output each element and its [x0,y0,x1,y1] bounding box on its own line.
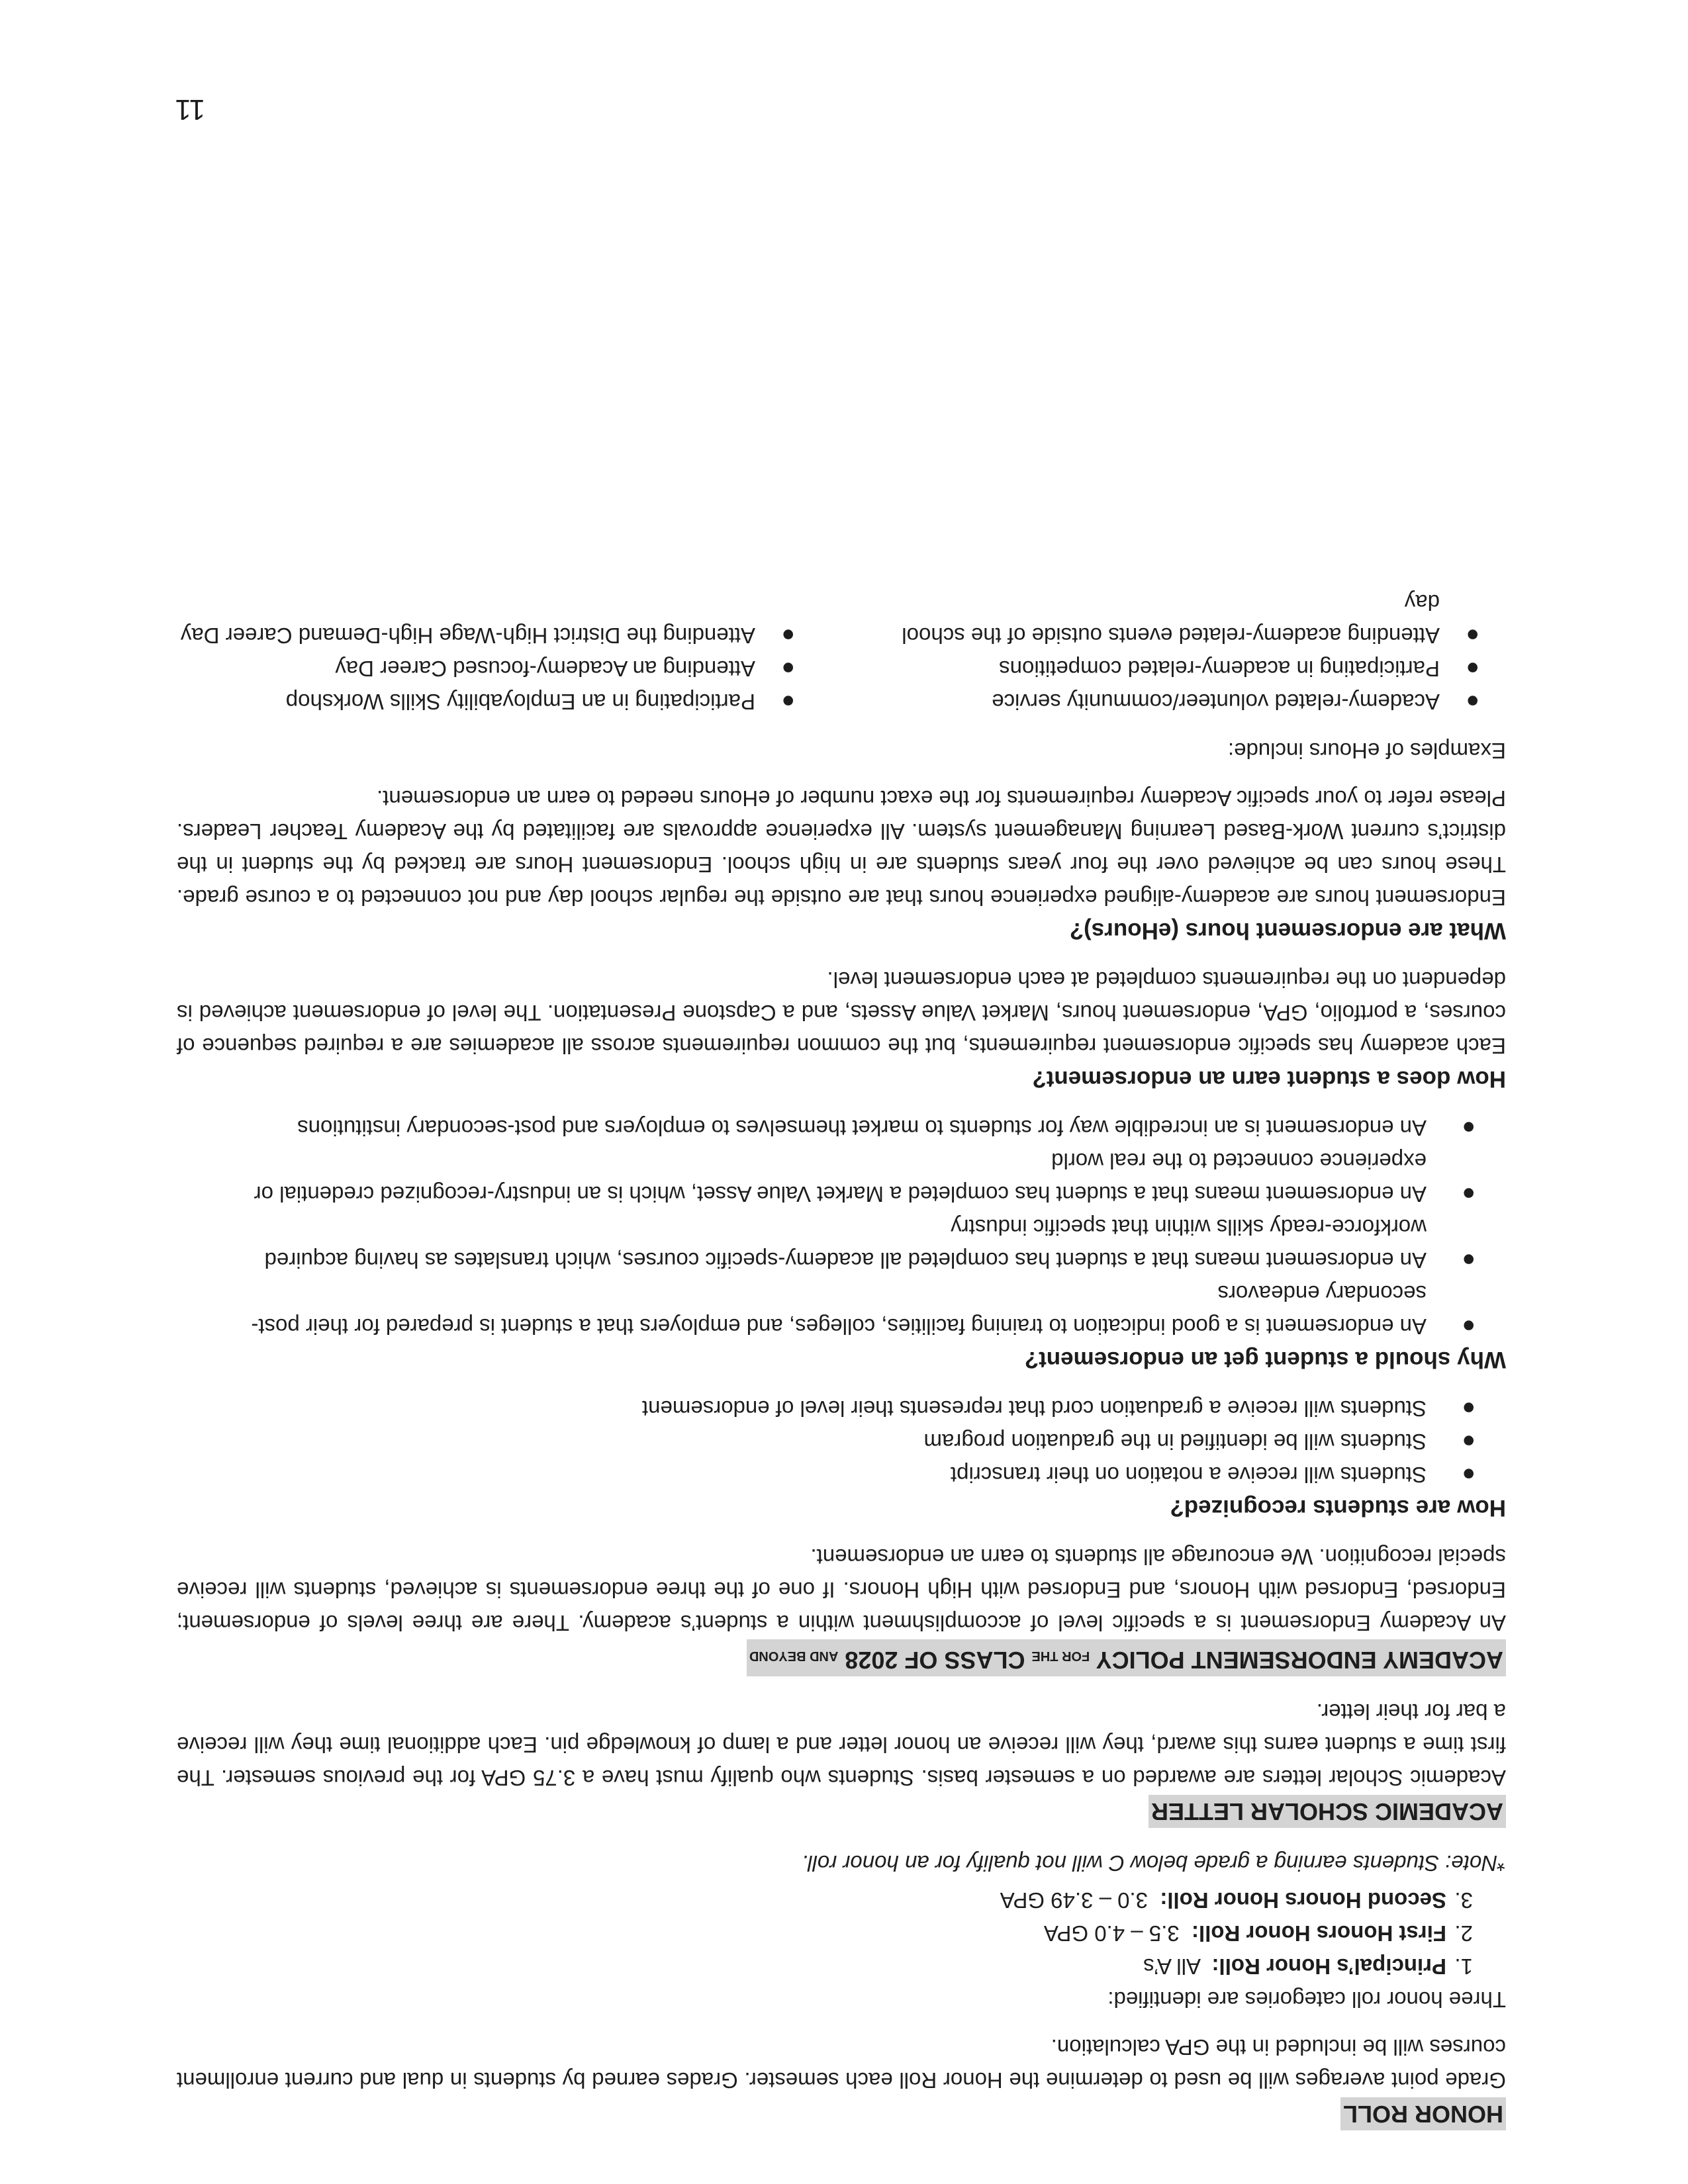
list-item: ● An endorsement is an incredible way for students to market themselves to employers and post-secondary institutions [297,1115,1476,1140]
list-item: ● An endorsement means that a student has completed a Market Value Asset, which is an industry-recognized credential or experience connected to the real world [254,1149,1476,1206]
how-text: Each academy has specific endorsement requirements, but the common requirements across all academies are a required sequence of courses, a portfolio, GPA, endorsement hours, Market Value Assets, and a Capstone Presentation. The level of endorsement achieved is dependent on the requirements completed at each endorsement level. [177,968,1506,1058]
honor-roll-categories-intro: Three honor roll categories are identified: [1107,1987,1506,2012]
honor-roll-categories [177,1884,1506,1983]
honor-roll-intro: Grade point averages will be used to determine the Honor Roll each semester. Grades earned by students in dual and current enrollment courses will be included in the GPA calculation. [177,2035,1506,2093]
honor-roll-category: 3. Second Honors Honor Roll: 3.0 – 3.49 GPA [1000,1888,1473,1913]
list-item: ● Participating in academy-related competitions [999,656,1479,681]
list-item: ● Students will be identified in the graduation program [923,1429,1476,1454]
honor-roll-note: *Note: Students earning a grade below C will not qualify for an honor roll. [802,1851,1506,1876]
list-item: ● Academy-related volunteer/community service [992,689,1479,714]
ehours-question: What are endorsement hours (eHours)? [1069,918,1506,944]
page-content [177,586,1506,2134]
how-question: How does a student earn an endorsement? [1032,1066,1506,1092]
endorsement-policy-heading: ACADEMY ENDORSEMENT POLICY FOR THE CLASS OF 2028 AND BEYOND [747,1639,1506,1676]
list-item: ● An endorsement means that a student has completed all academy-specific courses, which translates as having acquired workforce-ready skills within that specific industry [264,1215,1476,1273]
list-item: ● Attending an Academy-focused Career Day [335,656,795,681]
list-item: ● Participating in an Employability Skills Workshop [285,689,795,714]
honor-roll-heading: HONOR ROLL [1340,2097,1506,2130]
list-item: ● Students will receive a notation on their transcript [950,1462,1476,1487]
examples-left-list [861,586,1506,718]
examples-grid [177,586,1506,718]
why-question: Why should a student get an endorsement? [1024,1347,1506,1373]
why-list [177,1111,1506,1343]
page-number: 11 [175,93,205,126]
academic-scholar-heading: ACADEMIC SCHOLAR LETTER [1149,1795,1506,1828]
ehours-text: Endorsement hours are academy-aligned experience hours that are outside the regular school day and not connected to a course grade. These hours can be achieved over the four years students are in high school. Endorsement Hours are tracked by the student in the district’s current Work-Based Learning Management system. All experience approvals are facilitated by the Academy Teacher Leaders. Please refer to your specific Academy requirements for the exact number of eHours needed to earn an endorsement. [177,786,1506,910]
endorsement-intro: An Academy Endorsement is a specific level of accomplishment within a student’s academy. There are three levels of endorsement; Endorsed, Endorsed with Honors, and Endorsed with High Honors. If one of the three endorsements is achieved, students will receive special recognition. We encourage all students to earn an endorsement. [177,1545,1506,1635]
honor-roll-category: 2. First Honors Honor Roll: 3.5 – 4.0 GPA [1043,1921,1473,1946]
list-item: ● An endorsement is a good indication to training facilities, colleges, and employers that a student is prepared for their post-secondary endeavors [251,1281,1476,1339]
recognized-list [177,1392,1506,1491]
honor-roll-category: 1. Principal’s Honor Roll: All A’s [1143,1954,1473,1979]
list-item: ● Students will receive a graduation cord that represents their level of endorsement [642,1396,1476,1421]
academic-scholar-text: Academic Scholar letters are awarded on a semester basis. Students who qualify must have a 3.75 GPA for the previous semester. The first time a student earns this award, they will receive an honor letter and a lamp of knowledge pin. Each additional time they will receive a bar for their letter. [177,1700,1506,1790]
examples-right-list [177,586,821,718]
list-item: ● Attending the District High-Wage High-Demand Career Day [180,623,795,648]
list-item: ● Attending academy-related events outside of the school day [902,590,1479,648]
recognized-question: How are students recognized? [1170,1495,1506,1521]
examples-intro: Examples of eHours include: [1227,739,1506,763]
